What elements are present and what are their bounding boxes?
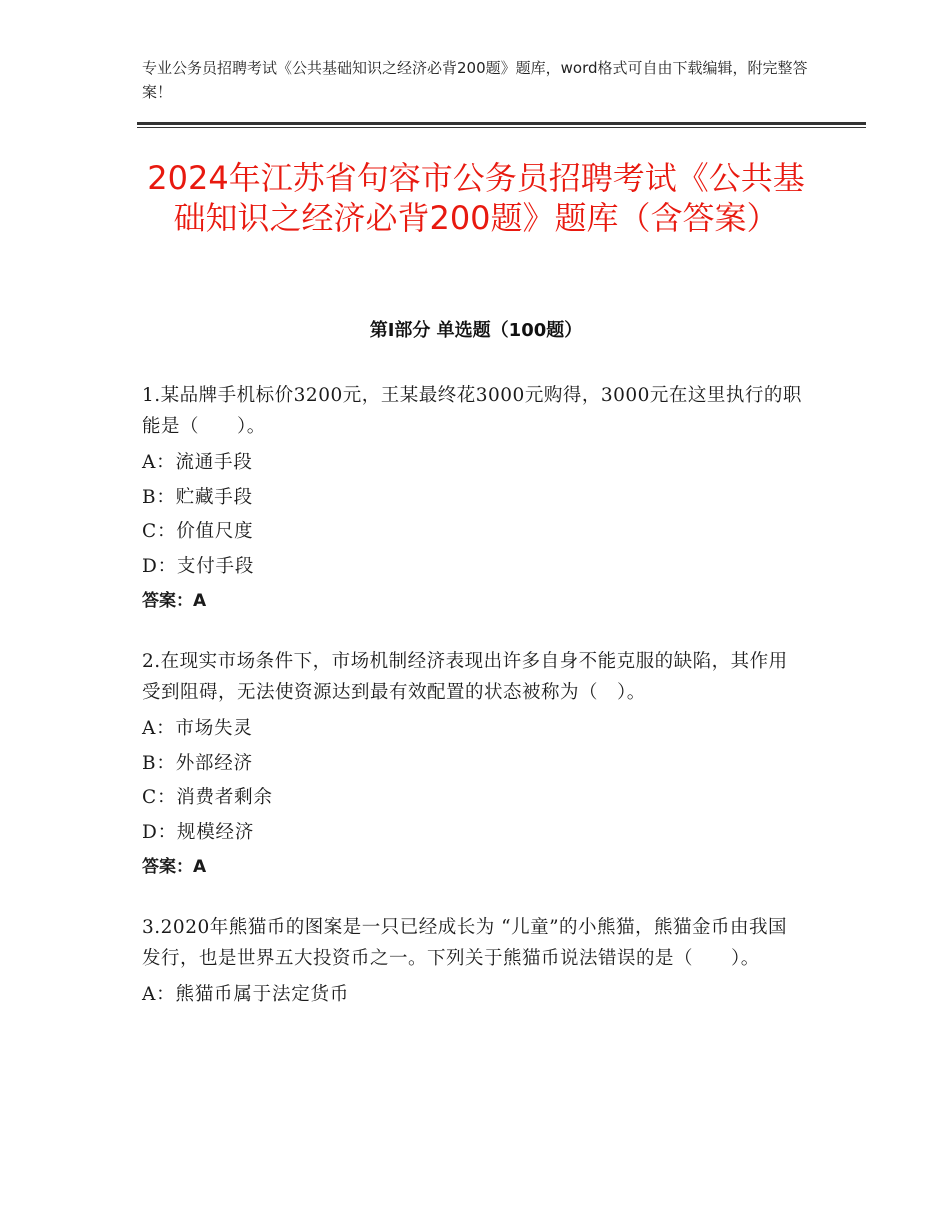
- section-heading: 第Ⅰ部分 单选题（100题）: [369, 320, 583, 341]
- question-list: [142, 380, 802, 1041]
- answer-line: 答案：A: [142, 857, 207, 877]
- option-c: C：消费者剩余: [142, 787, 273, 808]
- question-1: [142, 380, 802, 618]
- option-d: D：规模经济: [142, 821, 255, 843]
- header-rule-thick: [137, 122, 866, 125]
- option-d: D：支付手段: [142, 555, 255, 577]
- document-title: 2024年江苏省句容市公务员招聘考试《公共基础知识之经济必背200题》题库（含答案）: [147, 159, 805, 237]
- question-stem: 3.2020年熊猫币的图案是一只已经成长为 “儿童”的小熊猫，熊猫金币由我国发行，也是世界五大投资币之一。下列关于熊猫币说法错误的是（ ）。: [142, 917, 788, 969]
- option-c: C：价值尺度: [142, 521, 254, 542]
- option-a: A：熊猫币属于法定货币: [142, 984, 350, 1005]
- option-b: B：贮藏手段: [142, 486, 253, 508]
- header-note: 专业公务员招聘考试《公共基础知识之经济必背200题》题库，word格式可自由下载编辑，附完整答案！: [142, 59, 808, 101]
- question-2: [142, 646, 802, 884]
- header-rule-thin: [137, 127, 866, 128]
- option-a: A：市场失灵: [142, 718, 253, 739]
- question-stem: 1.某品牌手机标价3200元，王某最终花3000元购得，3000元在这里执行的职能是（ ）。: [142, 385, 802, 437]
- option-a: A：流通手段: [142, 452, 253, 473]
- answer-line: 答案：A: [142, 591, 207, 611]
- question-stem: 2.在现实市场条件下，市场机制经济表现出许多自身不能克服的缺陷，其作用受到阻碍，无法使资源达到最有效配置的状态被称为（ ）。: [142, 651, 788, 703]
- question-3: [142, 912, 802, 1013]
- option-b: B：外部经济: [142, 752, 253, 774]
